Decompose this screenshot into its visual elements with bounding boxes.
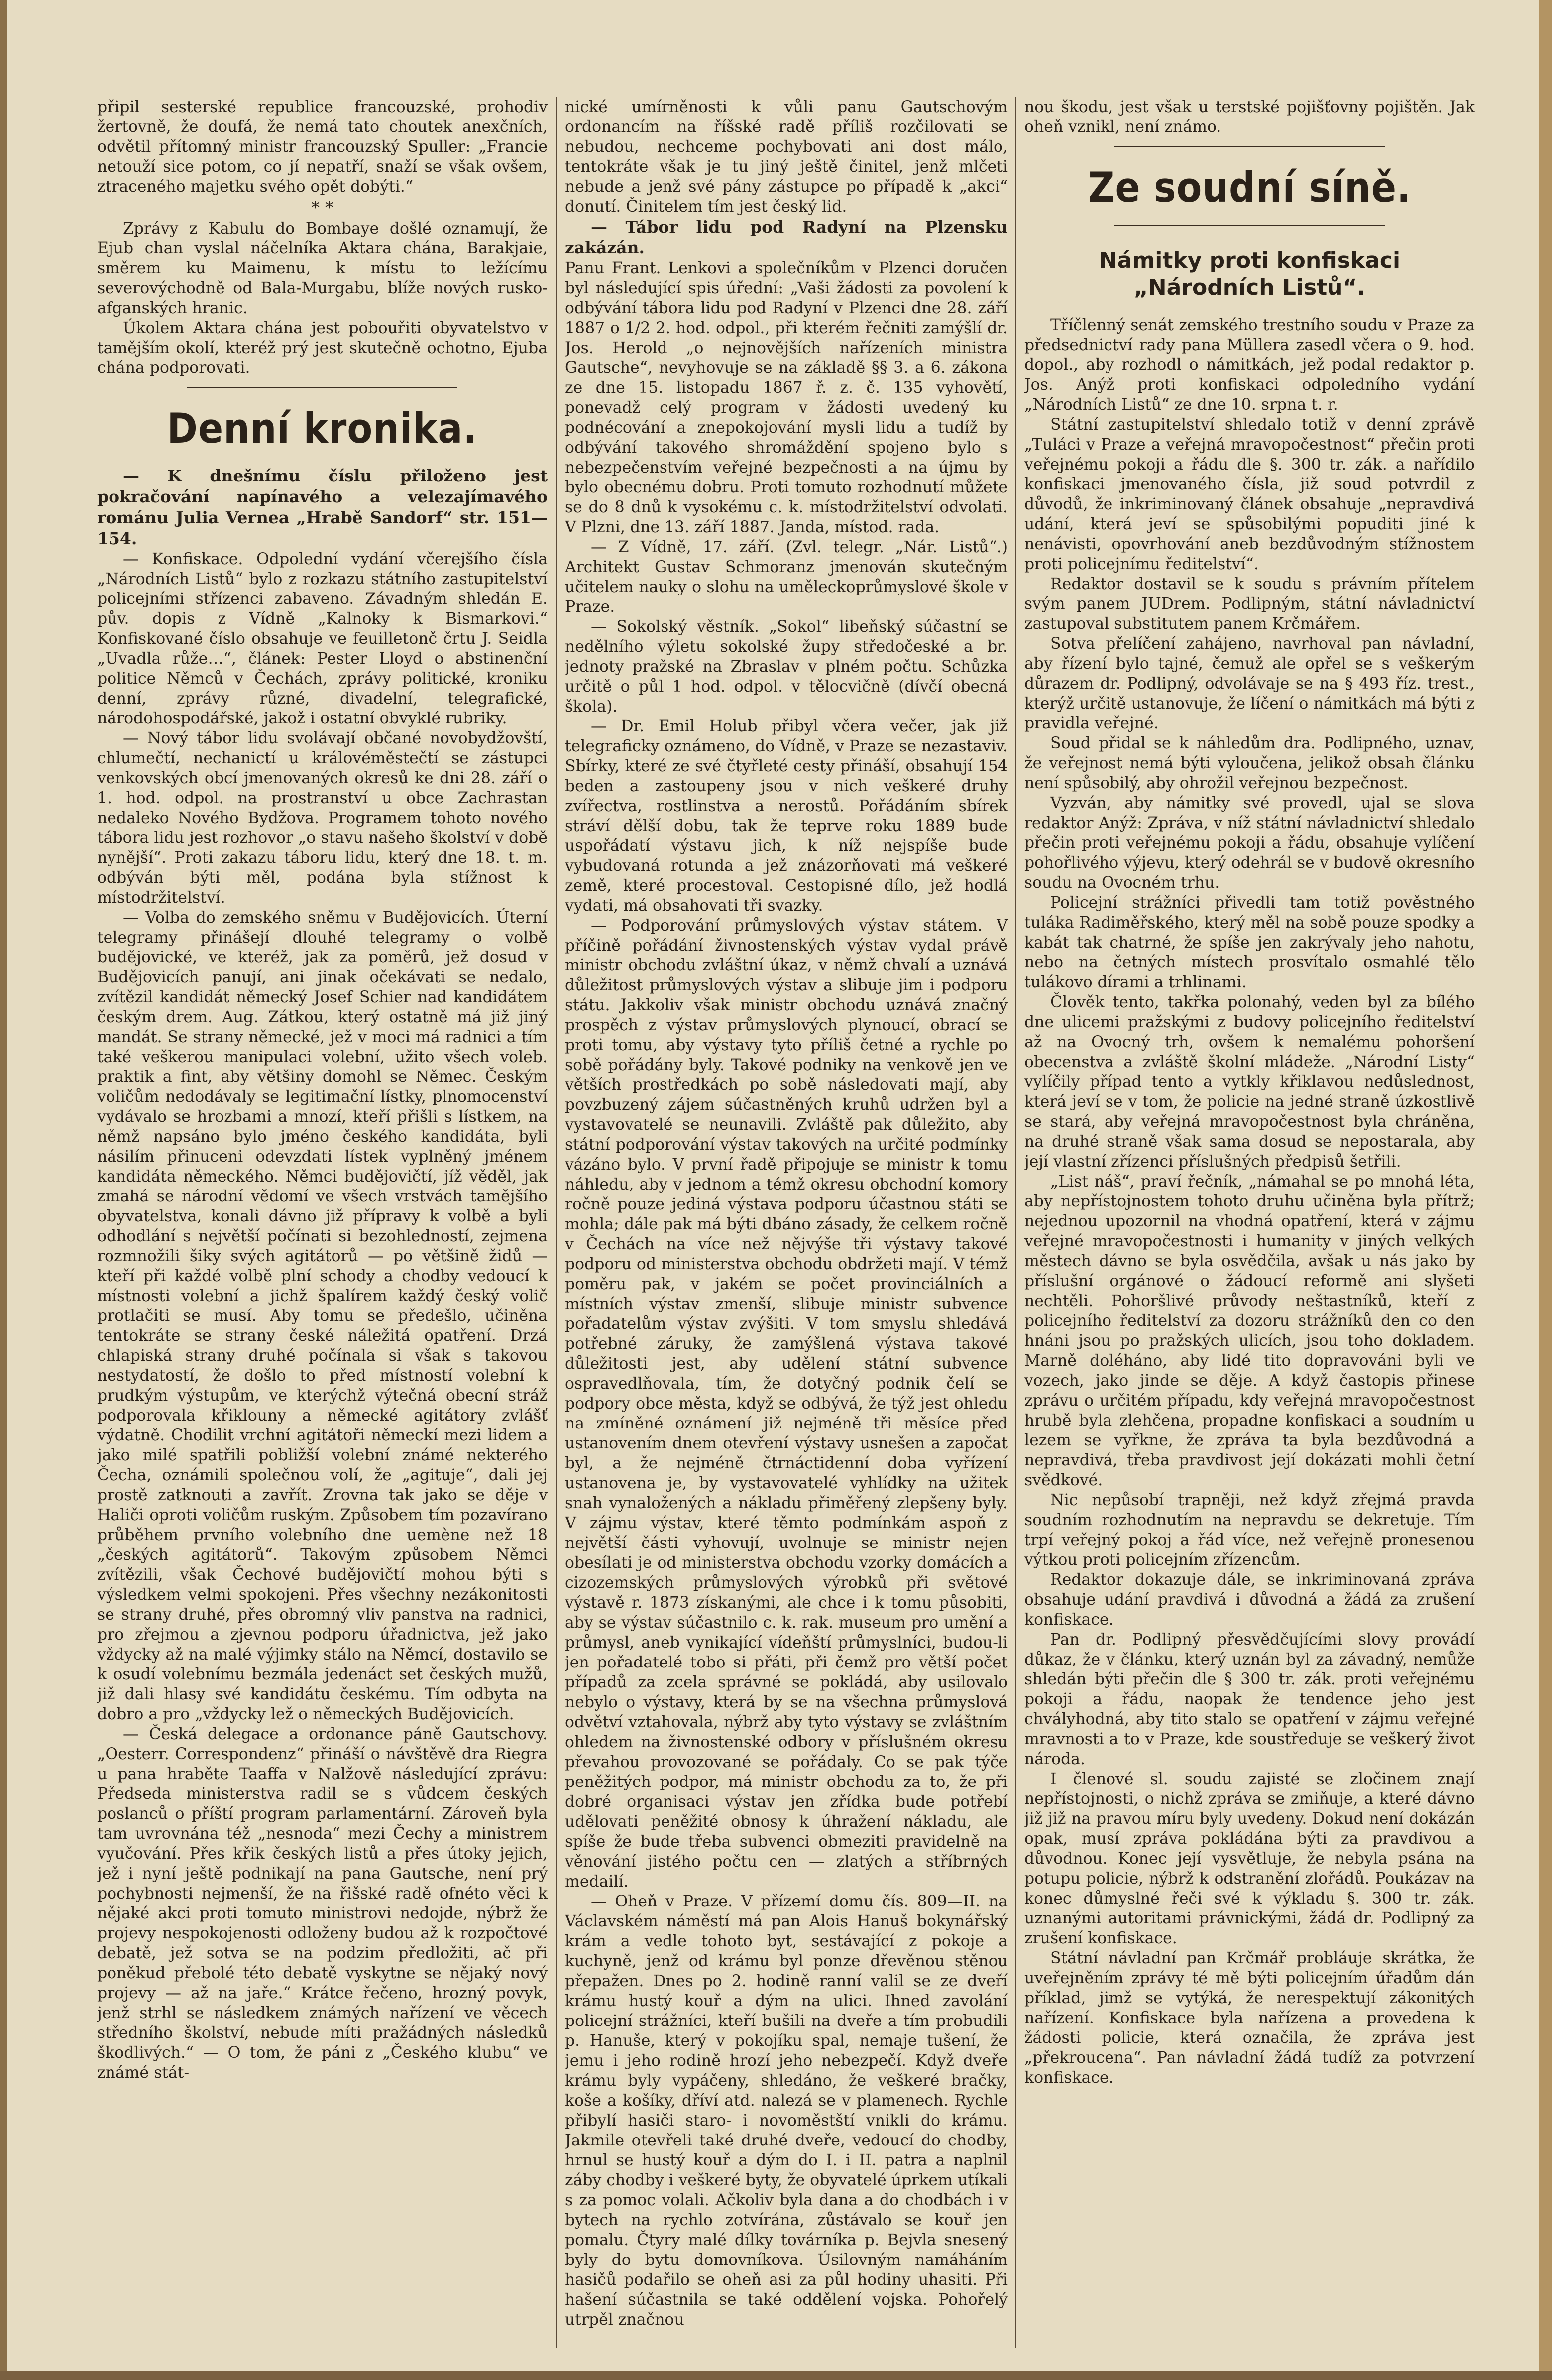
section-heading: Ze soudní síně. bbox=[1088, 163, 1412, 212]
column-2 bbox=[565, 97, 1008, 2348]
news-item: — Sokolský věstník. „Sokol“ libeňský súčastní se nedělního výletu sokolské župy středočeské a br. jednoty pražské na Zbraslav v plném počtu. Schůzka určitě o půl 1 hod. odpol. v tělocvičně (dívčí obecná škola). bbox=[565, 618, 1008, 715]
news-heading: — Tábor lidu pod Radyní na Plzensku zakázán. bbox=[565, 217, 1008, 257]
column-rule bbox=[1015, 97, 1016, 2348]
news-item: Panu Frant. Lenkovi a společníkům v Plzenci doručen byl následující spis úřední: „Vaši žádosti za povolení k odbývání tábora lidu pod Radyní v Plzenci dne 28. září 1887 o 1/2 2. hod. odpol., při kterém řečniti zamýšlí dr. Jos. Herold „o nejnovějších nařízeních ministra Gautsche“, nevyhovuje se na základě §§ 3. a 6. zákona ze dne 15. listopadu 1867 ř. z. č. 135 vyhovětí, ponevadž celý program v žádosti uvedený ku podnécování a znepokojování mysli lidu a tudíž by odbývání takového shromáždění spojeno bylo s nebezpečenstvím veřejné bezpečnosti a na újmu by bylo obecnému dobru. Proti tomuto rozhodnutí můžete se do 8 dnů k vysokému c. k. místodržitelství odvolati. V Plzni, dne 13. září 1887. Janda, místod. rada. bbox=[565, 259, 1008, 536]
paragraph: Člověk tento, takřka polonahý, veden byl za bílého dne ulicemi pražskými z budovy policejního ředitelství až na Ovocný trh, ovšem k nemalému pohoršení obecenstva a zvláště školní mládeže. „Národní Listy“ vylíčily případ tento a vytkly křiklavou nedůslednost, která jeví se v tom, že policie na jedné straně úzkostlivě se stará, aby veřejná mravopočestnost byla chráněna, na druhé straně však sama dosud se nepostarala, aby její vlastní zřízenci příslušných předpisů šetřili. bbox=[1024, 993, 1475, 1171]
paragraph: Nic nepůsobí trapněji, než když zřejmá pravda soudním rozhodnutím na nepravdu se dekretuje. Tím trpí veřejný pokoj a řád více, než veřejně pronesenou výtkou proti policejním zřízencům. bbox=[1024, 1491, 1475, 1569]
article-heading: Námitky proti konfiskaci „Národních Listů“. bbox=[1099, 248, 1401, 300]
news-item: — Česká delegace a ordonance páně Gautschovy. „Oesterr. Correspondenz“ přináší o návštěvě dra Riegra u pana hraběte Taaffa v Nalžově následující zprávu: Předseda ministerstva radil se s vůdcem českých poslanců o příští program parlamentární. Zároveň byla tam uvrovnána též „nesnoda“ mezi Čechy a ministrem vyučování. Přes křik českých listů a přes útoky jejich, jež i nyní ještě podnikají na pana Gautsche, není prý pochybnosti nejmenší, že na řišské radě ofnéto věci k nějaké akci proti tomuto ministrovi nedojde, nýbrž že projevy nespokojenosti odloženy budou až k rozpočtové debatě, jež sotva se na podzim předložiti, ač při poněkud přebolé této debatě vyskytne se nějaký nový projevy — až na jaře.“ Krátce řečeno, hrozný povyk, jenž strhl se následkem známých nařízení ve věcech středního školství, nebude míti pražádných následků škodlivých.“ — O tom, že páni z „Českého klubu“ ve známé stát- bbox=[97, 1725, 548, 2082]
divider bbox=[1114, 146, 1385, 147]
paragraph: Policejní strážníci přivedli tam totiž pověstného tuláka Radiměřského, který měl na sobě pouze spodky a kabát tak chatrné, že spíše jen zakrývaly jeho nahotu, nebo na četných místech prosvítalo osmahlé tělo tulákovo dírami a trhlinami. bbox=[1024, 894, 1475, 991]
divider bbox=[187, 387, 457, 388]
page-bottom-edge bbox=[0, 2371, 1552, 2380]
news-item: — Konfiskace. Odpolední vydání včerejšího čísla „Národních Listů“ bylo z rozkazu státního zastupitelství policejními střízenci zabaveno. Závadným shledán E. pův. dopis z Vídně „Kalnoky k Bismarkovi.“ Konfiskované číslo obsahuje ve feuilletonč črtu J. Seidla „Uvadla růže…“, článek: Pester Lloyd o abstinenční politice Němců v Čechách, zprávy politické, kroniku denní, zprávy různé, divadelní, telegrafické, národohospodářské, jakož i ostatní obvyklé rubriky. bbox=[97, 550, 548, 727]
paragraph: Tříčlenný senát zemského trestního soudu v Praze za předsednictví rady pana Müllera zasedl včera o 9. hod. dopol., aby rozhodl o námitkách, jež podal redaktor p. Jos. Anýž proti konfiskaci odpoledního vydání „Národních Listů“ ze dne 10. srpna t. r. bbox=[1024, 316, 1475, 414]
paragraph: Zprávy z Kabulu do Bombaye došlé oznamují, že Ejub chan vyslal náčelníka Aktara chána, Barakjaie, směrem ku Maimenu, k místu to ležícímu severovýchodně od Bala-Murgabu, blíže nových rusko-afganských hranic. bbox=[97, 220, 548, 317]
column-3 bbox=[1024, 97, 1475, 2348]
column-rule bbox=[556, 97, 557, 2348]
announcement: — K dnešnímu číslu přiloženo jest pokračování napínavého a velezajímavého románu Julia Vernea „Hrabě Sandorf“ str. 151—154. bbox=[97, 466, 548, 548]
page-binding-edge bbox=[0, 0, 7, 2380]
paragraph: Soud přidal se k náhledům dra. Podlipného, uznav, že veřejnost nemá býti vyloučena, jelikož obsah článku není spůsobilý, aby ohrožil veřejnou bezpečnost. bbox=[1024, 734, 1475, 792]
news-item: — Volba do zemského sněmu v Budějovicích. Úterní telegramy přinášejí dlouhé telegramy o volbě budějovické, ve kteréž, jak za poměrů, jež dosud v Budějovicích panují, ani jinak očekávati se nedalo, zvítězil kandidát německý Josef Schier nad kandidátem českým drem. Aug. Zátkou, který ostatně má již jiný mandát. Se strany německé, jež v moci má radnici a tím také veškerou manipulaci volební, užito všech voleb. praktik a fint, aby většiny domohl se Němec. Českým voličům nedodávaly se legitimační lístky, plnomocenství vydávalo se hrozbami a mnozí, kteří přišli s lístkem, na němž napsáno bylo jméno českého kandidáta, byli násilím přinuceni odevzdati lístek vyplněný jménem kandidáta německého. Němci budějovičtí, jíž věděl, jak zmahá se národní vědomí ve všech vrstvách tamějšího obyvatelstva, konali dávno již přípravy k volbě a byli odhodlání s největší počínati si bezohledností, zejmena rozmnožili šiky svých agitátorů — po většině židů — kteří při každé volbě plní schody a chodby vedoucí k místnosti volební a jichž špalírem každý český volič protlačiti se musí. Aby tomu se předešlo, učiněna tentokráte se strany české náležitá opatření. Drzá chlapiská strany druhé počínala si však s takovou nestydatostí, že došlo to před místností volební k prudkým výstupům, ve kterýchž výtečná obecní stráž podporovala křiklouny a německé agitátory zvlášť výdatně. Chodilit vrchní agitátoři německí mezi lidem a jako milé spatřili pobližší volební známé nekterého Čecha, oznámili společnou volí, že „agituje“, dali jej prostě zatknouti a zavřít. Zrovna tak jako se děje v Haliči oproti voličům ruským. Způsobem tím pozavírano průběhem prvního volebního dne uemène než 18 „českých agitátorů“. Takovým způsobem Němci zvítězili, však Čechové budějovičtí mohou býti s výsledkem velmi spokojeni. Přes všechny nezákonitosti se strany druhé, přes obromný vliv panstva na radnici, pro zřejmou a zjevnou podporu úřadnictva, jež jako vždycky až na malé výjimky stálo na Němcí, dostavilo se k osudí volebnímu bezmála jedenáct set českých mužů, již dali hlasy své kandidátu českému. Tím odbyta na dobro a pro „vždycky lež o německých Budějovicích. bbox=[97, 909, 548, 1723]
section-heading: Denní kronika. bbox=[167, 404, 478, 453]
page-right-edge bbox=[1539, 0, 1552, 2380]
paragraph: I členové sl. soudu zajisté se zločinem znají nepřístojnosti, o nichž zpráva se zmiňuje, a které dávno již již na pravou míru byly uvedeny. Dokud není dokázán opak, musí zpráva pokládána býti za pravdivou a důvodnou. Konec její vysvětluje, že nebyla psána na potupu policie, nýbrž k odstranění zlořádů. Poukázav na konec důmyslné řeči své k výkladu §. 300 tr. zák. uznanými autoritami právnickými, žádá dr. Podlipný za zrušení konfiskace. bbox=[1024, 1770, 1475, 1947]
divider bbox=[1114, 225, 1385, 226]
paragraph: „List náš“, praví řečník, „námahal se po mnohá léta, aby nepřístojnostem tohoto druhu učiněna byla přítrž; nejednou upozornil na vhodná opatření, která v zájmu veřejné mravopočestnosti i humanity v jiných velkých městech dávno se byla osvědčila, avšak u nás jako by příslušní orgánové o žádoucí reformě ani slyšeti nechtěli. Pohoršlivé průvody neštastníků, kteří z policejního ředitelství za dozoru strážníků den co den hnáni jsou po pražských ulicích, jsou toho dokladem. Marně doléháno, aby lidé tito dopravováni byli ve vozech, jako jinde se děje. A když častopis přinese zprávu o určitém případu, kdy veřejná mravopočestnost hrubě byla zlehčena, propadne konfiskaci a soudním u lezem se vyřkne, že zpráva ta byla bezdůvodná a nepravdivá, třeba pravdivost její dokázati mohli četní svědkové. bbox=[1024, 1173, 1475, 1489]
paragraph: Sotva přelíčení zahájeno, navrhoval pan návladní, aby řízení bylo tajné, čemuž ale opřel se s veškerým důrazem dr. Podlipný, odvolávaje se na § 493 říz. trest., kterýž určitě ustanovuje, že líčení o námitkách má býti z pravidla veřejné. bbox=[1024, 635, 1475, 732]
news-item: — Oheň v Praze. V přízemí domu čís. 809—II. na Václavském náměstí má pan Alois Hanuš bokynářský krám a vedle tohoto byt, sestávající z pokoje a kuchyně, jenž od krámu byl ponze dřevěnou stěnou přepažen. Dnes po 2. hodině ranní valil se ze dveří krámu hustý kouř a dým na ulici. Ihned zavolání policejní strážníci, kteří bušili na dveře a tím probudili p. Hanuše, který v pokojíku spal, nemaje tušení, že jemu i jeho rodině hrozí jeho nebezpečí. Když dveře krámu byly vypáčeny, shledáno, že veškeré bračky, koše a košíky, dříví atd. nalezá se v plamenech. Rychle přibylí hasiči staro- i novoměstští vnikli do krámu. Jakmile otevřeli také druhé dveře, vedoucí do chodby, hrnul se hustý kouř a dým do I. i II. patra a naplnil záby chodby i veškeré byty, že obyvatelé úprkem utíkali s za pomoc volali. Ačkoliv byla dana a do chodbách i v bytech na rychlo zotvírána, zůstávalo se kouř jen pomalu. Čtyry malé dílky továrníka p. Bejvla snesený byly do bytu domovníkova. Úsilovným namáháním hasičů podařilo se oheň asi za půl hodiny uhasiti. Při hašení súčastnila se také oddělení vojska. Pohořelý utrpěl značnou bbox=[565, 1893, 1008, 2329]
paragraph: Redaktor dokazuje dále, se inkriminovaná zpráva obsahuje udání pravdivá i důvodná a žádá za zrušení konfiskace. bbox=[1024, 1571, 1475, 1629]
paragraph: Redaktor dostavil se k soudu s právním přítelem svým panem JUDrem. Podlipným, státní návladnictví zastupoval substitutem panem Krčmářem. bbox=[1024, 575, 1475, 633]
paragraph: Státní zastupitelství shledalo totiž v denní zprávě „Tuláci v Praze a veřejná mravopočestnost“ přečin proti veřejnému pokoji a řádu dle §. 300 tr. zák. a nařídilo konfiskaci jmenovaného čísla, již soud potvrdil z důvodů, že inkriminovaný článek obsahuje „nepravdivá udání, která jeví se spůsobilými popuditi jiné k nenávisti, opovrhování aneb bezdůvodným stížnostem proti policejnímu ředitelství“. bbox=[1024, 416, 1475, 573]
paragraph: Pan dr. Podlipný přesvědčujícími slovy provádí důkaz, že v článku, který uznán byl za závadný, nemůže shledán býti přečin dle § 300 tr. zák. proti veřejnému pokoji a řádu, naopak že tendence jeho jest chvályhodná, aby tito stalo se opatření v zájmu veřejné mravnosti a to v Praze, kde soustředuje se veškerý život národa. bbox=[1024, 1631, 1475, 1768]
paragraph: nické umírněnosti k vůli panu Gautschovým ordonancím na říšské radě příliš rozčilovati se nebudou, nechceme pochybovati ani dost málo, tentokráte však je tu jiný ještě činitel, jenž mlčeti nebude a jenž své pány zástupce po případě k „akci“ donutí. Činitelem tím jest český lid. bbox=[565, 98, 1008, 216]
column-1 bbox=[97, 97, 548, 2348]
section-separator: * * bbox=[311, 198, 333, 218]
news-item: — Dr. Emil Holub přibyl včera večer, jak již telegraficky oznámeno, do Vídně, v Praze se nezastaviv. Sbírky, které ze své čtyřleté cesty přináší, obsahují 154 beden a zastoupeny jsou v nich veškeré druhy zvířectva, rostlinstva a nerostů. Pořádáním sbírek stráví dělší dobu, tak že teprve roku 1889 bude uspořádatí výstavu jich, k níž nejspíše bude vybudovaná rotunda a jež znázorňovati má veškeré země, které procestoval. Cestopisné dílo, jež hodlá vydati, má obsahovati tři svazky. bbox=[565, 717, 1008, 915]
paragraph: nou škodu, jest však u terstské pojišťovny pojištěn. Jak oheň vznikl, není známo. bbox=[1024, 98, 1475, 136]
news-item: — Z Vídně, 17. září. (Zvl. telegr. „Nár. Listů“.) Architekt Gustav Schmoranz jmenován skutečným učitelem nauky o slohu na uměleckoprůmyslové škole v Praze. bbox=[565, 538, 1008, 616]
news-item: — Podporování průmyslových výstav státem. V příčině pořádání živnostenských výstav vydal právě ministr obchodu zvláštní úkaz, v němž chvalí a uznává důležitost průmyslových výstav a slibuje jim i podporu státu. Jakkoliv však ministr obchodu uznává značný prospěch z výstav průmyslových plynoucí, obrací se proti tomu, aby výstavy tyto příliš četné a rychle po sobě pořádány byly. Takové podniky na venkově jen ve větších prostředkách po sobě následovati mají, aby povzbuzený zájem súčastněných kruhů udržen byl a vystavovatelé se neunavili. Zvláště pak důležito, aby státní podporování výstav takových na určité podmínky vázáno bylo. V první řadě připojuje se ministr k tomu náhledu, aby v jednom a témž okresu obchodní komory ročně pouze jediná výstava podporu účastnou státi se mohla; dále pak má býti dbáno zásady, že celkem ročně v Čechách na více než nějvýše tři výstavy takové podporu od ministerstva obchodu obdržeti mají. V témž poměru pak, v jakém se počet provinciálních a místních výstav zmenší, slibuje ministr subvence pořadatelům výstav zvýšiti. V tom smyslu shledává potřebné záruky, že zamýšlená výstava takové důležitosti jest, aby udělení státní subvence ospravedlňovala, tím, že dotyčný podnik čelí se podpory obce města, když se odbývá, že týž jest ohledu na zmíněné oznámení již nejméně tři měsíce před ustanovením dnem otevření výstavy usnešen a započat byl, a že nejméně čtrnáctidenní doba vyřízení ustanovena je, by vystavovatelé vyhlídky na užitek snah vynaložených a nákladu přiměřený zlepšeny byly. V zájmu výstav, které těmto podmínkám aspoň z největší části vyhovují, uvolnuje se ministr nejen obesílati je od ministerstva obchodu vzorky domácích a cizozemských průmyslových výrobků při světové výstavě r. 1873 získanými, ale chce i k tomu působiti, aby se výstav súčastnilo c. k. rak. museum pro umění a průmysl, aneb vynikající vídeňští průmyslníci, budou-li jen pořadatelé tobo si přáti, při čemž pro větší počet případů za zcela správné se pokládá, aby usilovalo nebylo o výstavy, která by se na všechna průmyslová odvětví vztahovala, nýbrž aby tyto výstavy se zvláštním ohledem na živnostenské odbory v příslušném okresu převahou provozované se pořádaly. Co se pak týče peněžitých podpor, má ministr obchodu za to, že při dobré organisaci výstav jen zřídka bude potřebí udělovati peněžité obnosy k úhražení nákladu, ale spíše že bude třeba subvenci obmeziti pravidelně na věnování jistého počtu cen — zlatých a stříbrných medailí. bbox=[565, 917, 1008, 1891]
paragraph: připil sesterské republice francouzské, prohodiv žertovně, že doufá, že nemá tato choutek anexčních, odvětil přítomný ministr francouzský Spuller: „Francie netouží sice potom, co jí nepatří, snaží se však ovšem, ztraceného majetku svého opět dobýti.“ bbox=[97, 98, 548, 196]
paragraph: Úkolem Aktara chána jest pobouřiti obyvatelstvo v tamějším okolí, kteréž prý jest skutečně ochotno, Ejuba chána podporovati. bbox=[97, 319, 548, 377]
paragraph: Státní návladní pan Krčmář probláuje skrátka, že uveřejněním zprávy té mě býti policejním úřadům dán příklad, jimž se vytýká, že nerespektují zákonitých nařízení. Konfiskace byla nařízena a provedena k žádosti policie, která označila, že zpráva jest „překroucena“. Pan návladní žádá tudíž za potvrzení konfiskace. bbox=[1024, 1949, 1475, 2087]
paragraph: Vyzván, aby námitky své provedl, ujal se slova redaktor Anýž: Zpráva, v níž státní návladnictví shledalo přečin proti veřejnému pokoji a řádu, obsahuje vylíčení pohořlivého výjevu, který odehrál se v budově okresního soudu na Ovocném trhu. bbox=[1024, 794, 1475, 892]
news-item: — Nový tábor lidu svolávají občané novobydžovští, chlumečtí, nechanictí u královéměstečtí se zástupci venkovských obcí jmenovaných okresů ke dni 28. září o 1. hod. odpol. na prostranství u obce Zachrastan nedaleko Nového Bydžova. Programem tohoto nového tábora lidu jest rozhovor „o stavu našeho školství v době nynější“. Proti zakazu táboru lidu, který dne 18. t. m. odbýván býti měl, podána byla stížnost k místodržitelství. bbox=[97, 729, 548, 907]
